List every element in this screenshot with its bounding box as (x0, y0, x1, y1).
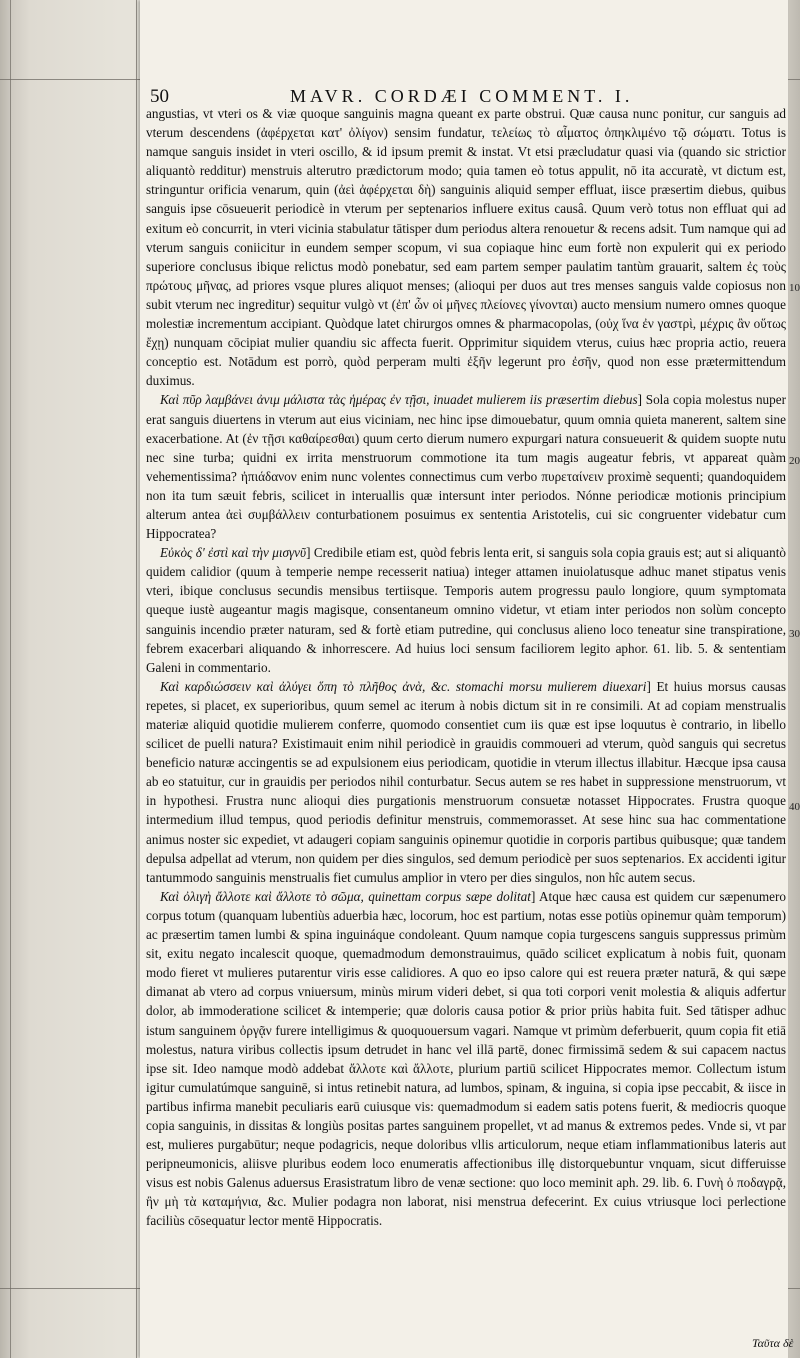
margin-line-number: 20 (789, 455, 800, 467)
scan-edge-line (10, 0, 11, 1358)
paragraph-text: ] Et huius morsus causas repetes, si placet, ex superioribus, quum semel ac iterum à nobis dictum sit in re consimili. At ad copiam menstrualis materiæ aliquid quotidie mulierem conferre, quomodo consentiet cum iis quæ est ipse loquutus è contrario, in libello scilicet de puelli natura? Existimauit enim nihil periodicè in grauidis commoueri ad vterum, quòd sanguis qui secretus beneficio naturæ accingentis se ad expulsionem eius periodicam, quotidie in vterum illectus illabitur. Hæcque ipsa causa ab eo statuitur, cur in grauidis per periodos nihil conturbatur. Secus autem se res habet in suppressione menstruorum, vt in hypothesi. Frustra nunc alioqui dies purgationis menstruorum consuetæ notasset Hippocrates. Frustra quoque intermedium illud tempus, quod periodis definitur menstruis, commemorasset. At sese hinc sua hac commentatione animus noster sic expediet, vt adaugeri copiam sanguinis opinemur quotidie in corporis partibus quibusque; quæ tandem depulsa adpellat ad vterum, non quidem per dies singulos, sed demum periodicè per suos septenarios. Ex accidenti igitur tantummodo sanguinis menstrualis fiet cumulus amplior in vtero per dies singulos, non hîc autem secus. (146, 678, 786, 885)
scan-edge-line (136, 0, 137, 1358)
margin-line-number: 30 (789, 628, 800, 640)
margin-line-number: 40 (789, 801, 800, 813)
paragraph-text: angustias, vt vteri os & viæ quoque sanguinis magna queant ex parte obstrui. Quæ causa nunc ponitur, cur sanguis ad vterum descendens (ἀφέρχεται κατ' ὀλίγον) sensim fundatur, τελείως τὸ αἷματος ὀπηκλιμένο τῷ σώματι. Totus is namque sanguis insidet in vteri oscillo, & id ipsum premit & instat. Vt etsi præcludatur quasi via (quando sic strictior aliquantò redditur) menstruis alterutro prædictorum modo; quia tamen eò totus appulit, nō ita accuratè, vt dictum est, stringuntur orificia venarum, quin (ἀεὶ ἀφέρχεται δὴ) sanguinis aliquid semper effluat, iisce præsertim diebus, quibus sanguis ipse cōsueuerit periodicè in vterum per septenarios influere exitus causâ. Quum verò totus non effluat qui ad exitum eò concurrit, in vteri vicinia stabulatur tātisper dum periodus altera renouetur & recens adsit. Tum namque qui ad vterum sanguis coniicitur in eundem semper scopum, vi sua copiaque hinc eum fortè non expulerit qui ex periodo superiore conclusus ibique relictus modò ponebatur, sed eam partem semper paulatim tantùm grauarit, saltem ἐς τοὺς πρώτους μῆνας, ad priores vsque plures aliquot menses; (alioqui per duos aut tres menses sanguis valde copiosus non subit vterum nec ingreditur) sequitur vulgò vt (ἐπ' ὧν οἱ μῆνες πλείονες γίνονται) aucto mensium numero omnes quoque molestiæ incrementum accipiant. Quòdque latet chirurgos omnes & pharmacopolas, (οὐχ ἵνα ἐν γαστρὶ, μέχρις ἂν οὕτως ἔχῃ) nunquam cōcipiat mulier quandiu sic affecta fuerit. Opprimitur siquidem vterus, cuius hæc propria actio, reuera conceptio est. Notādum est porrò, quòd perperam multi ἐξῆν legerunt pro ἐσῆν, quod non esse prætermittendum duximus. (146, 106, 786, 389)
paragraph (146, 390, 786, 543)
paragraph (146, 677, 786, 887)
lemma: Καὶ ὀλιγὴ ἄλλοτε καὶ ἄλλοτε τὸ σῶμα, quinettam corpus sæpe dolitat (160, 888, 531, 904)
body-text (146, 104, 786, 1231)
page-number: 50 (150, 86, 169, 107)
lemma: Εὐκὸς δ' ἐστὶ καὶ τὴν μισγνῦ (160, 545, 307, 561)
paragraph (146, 887, 786, 1231)
paragraph (146, 104, 786, 390)
catchword: Ταῦτα δὲ (752, 1336, 794, 1350)
running-title: MAVR. CORDÆI COMMENT. I. (290, 86, 634, 106)
paragraph-text: ] Atque hæc causa est quidem cur sæpenumero corpus totum (quanquam lubentiùs aduerbia hæc, locorum, hoc est partium, notas esse potiùs opinemur quàm temporum) ac præsertim tamen lumbi & spina inguináque condoleant. Quum namque copia turgescens sanguis suppressus primùm sit, exitu negato incalescit quoque, quemadmodum demonstrauimus, quādo scilicet explicatum à nobis fuit, quonam modo fieret vt mulieres putarentur viris esse calidiores. A quo eo ipso calore qui est reuera præter naturā, & qui sæpe dimanat ab vtero ad corpus vniuersum, minùs mirum videri debet, si qua toti corpori venit molestia & aliquis adfertur dolor, ab immoderatione scilicet & intemperie; quæ doloris causa potior & prior priùs habita fuit. Sed tātisper adhuc istum sanguinem ὀργᾷν furere intelligimus & quoquouersum vagari. Namque vt primùm deferbuerit, quum copia fit etiā molestus, natura viribus collectis ipsum detrudet in hanc vel illā partē, donec firmissimā sedem & sui capacem nactus ipse sit. Ideo namque modò addebat ἄλλοτε καὶ ἄλλοτε, plurium partiū scilicet Hippocrates memor. Collectum istum igitur cumulatúmque sanguinē, si intus retinebit natura, ad lumbos, spinam, & inguina, si copia ipse peccabit, & iisce in partibus infirma manebit peculiaris earū cuiusque vis: quemadmodum si eadem satis potens fuerit, & mediocris quoque copia sanguinis, in dissitas & longiùs positas partes sanguinem propellet, vt ad manus & extremos pedes. Vnde si, vt par est, mulieres purgabūtur; neque podagricis, neque doloribus vllis articulorum, neque etiam inflammationibus lateris aut peripneumonicis, aliisve pluribus eodem loco enumeratis affectionibus illę distorquebuntur vnquam, sicut differuisse visus est nobis Galenus aduersus Erasistratum libro de venæ sectione: quo loco meminit aph. 29. lib. 6. Γυνὴ ὁ ποδαγρᾷ, ἢν μὴ τὰ καταμήνια, &c. Mulier podagra non laborat, nisi menstrua defecerint. Ex cuius vtriusque loci perlectione faciliùs cōsequatur lector mentē Hippocratis. (146, 888, 787, 1229)
lemma: Καὶ καρδιώσσειν καὶ ἀλύγει ὅπη τὸ πλῆθος ἀνὰ, &c. stomachi morsu mulierem diuexari (160, 678, 647, 694)
paragraph-text: ] Credibile etiam est, quòd febris lenta erit, si sanguis sola copia grauis est; aut si aliquantò quidem calidior (quum à temperie nempe recesserit natiua) integer attamen inuiolatusque adhuc manet stipatus venis vteri, ibique conclusus secundis mensibus tertiisque. Temporis autem progressu paulo longiore, quum symptomata queque iustè augeantur magis magisque, consentaneum omnino videtur, vt etiam inter periodos non solùm concepto sanguinis incendio præter naturam, sed & fortè etiam putredine, qui conclusus alieno loco teneatur sine transpiratione, febrem exacerbari aliquando & inhorrescere. Ad huius loci sensum faciliorem legito aphor. 61. lib. 5. & sententiam Galeni in commentario. (146, 545, 786, 675)
margin-line-number: 10 (789, 282, 800, 294)
paragraph (146, 543, 786, 677)
paragraph-text: ] Sola copia molestus nuper erat sanguis diuertens in vterum aut eius viciniam, nec hinc ipse dimouebatur, quum omnia quieta manerent, saltem sine exacerbatione. At (ἐν τῇσι καθαίρεσθαι) quum certo dierum numero expurgari natura consueuerit & quidem suopte nutu nec sine turba; quidni ex irrita menstruorum commotione ita tum magis augeatur febris, vt appareat quàm vehementissima? ἠπιάδανον enim nunc volentes connectimus cum verbo πυρεταίνειν proximè sequenti; quandoquidem non ita tum sæuit febris, scilicet in interuallis quæ intersunt inter periodos. Nónne periodicæ motionis principium alterum antea ἀεὶ συμβάλλειν conturbationem posuimus ex sententia Aristotelis, cui sic congruenter videbatur cum Hippocratea? (146, 392, 786, 542)
lemma: Καὶ πῦρ λαμβάνει ἀνιμ μάλιστα τὰς ἡμέρας ἐν τῇσι, inuadet mulierem iis præsertim diebus (160, 392, 638, 408)
